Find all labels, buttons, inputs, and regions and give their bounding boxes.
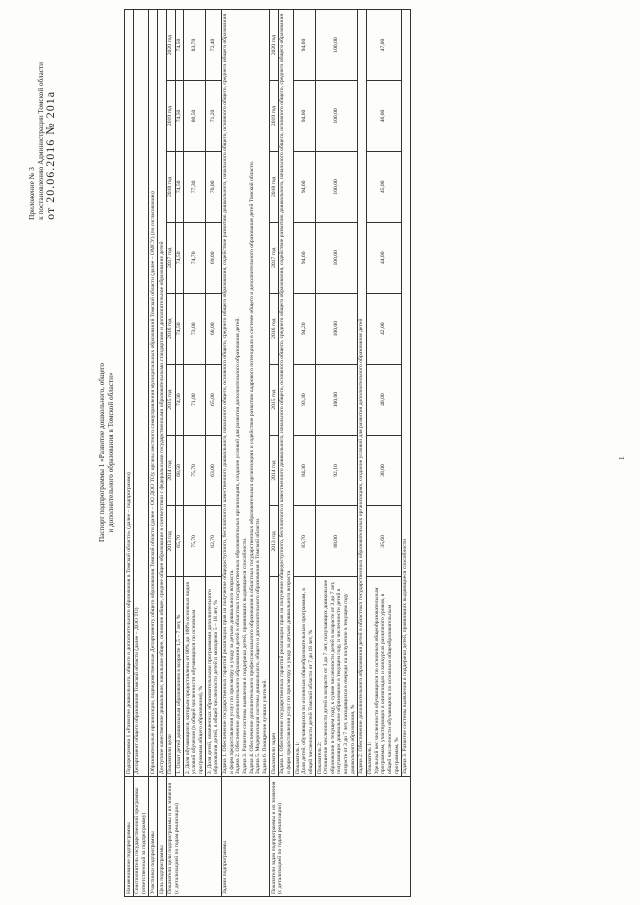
goal-indicator-row: 1. Охват детей дошкольным образованием в возрасте 1,5 – 7 лет, % 65,70 68,50 74,30 74,50 74,50 74,50 74,50 74,50	[175, 10, 184, 897]
task-indicator-row: Показатель 1: Удельный вес численности обучающихся по основным общеобразовательным программам, участвующих в олимпиадах и конкурсах различного уровня, в общей численности обучающихся по основным общеобразовательным программам, % 35,60 38,00 40,00 42,00 44,00 45,00 46,00 47,00	[366, 10, 401, 897]
row-name: Наименование подпрограммы Подпрограмма 1 «Развитие дошкольного, общего и дополнительного образования в Томской области» (далее – подпрограмма)	[125, 10, 134, 897]
task3-title-row: Задача 3. Развитие системы выявления и поддержки детей, проявивших выдающиеся способности	[401, 10, 410, 897]
task-item: Задача 4. Обеспечение дополнительного профессионального образования в областных государственных образовательных организациях и содействие развитию кадрового потенциала в системе общего и дополнительного образования детей Томской области.	[248, 160, 255, 775]
task-indicator-row: Показатель 2: Отношение численности детей в возрасте от 3 до 7 лет, получающих дошкольное образование в текущем году, к сумме численности детей в возрасте от 3 до 7 лет, получающих дошкольное образование в текущем году, и численности детей в возрасте от 3 до 7 лет, находящихся в очереди на получение в текущем году дошкольного образования, % 88,00 92,10 100,00 100,00 100,00 100,00 100,00 100,00	[316, 10, 358, 897]
task-item: Задача 6. Поощрение лучших учителей.	[261, 679, 268, 775]
goal-indicators-header: Показатели цели подпрограммы и их значения (с детализацией по годам реализации) Показатели цели 2013 год 2014 год 2015 год 2016 год 2017 год 2018 год 2019 год 2020 год	[166, 10, 175, 897]
task-item: Задача 2. Обеспечение дополнительного образования детей в областных государственных образовательных организациях, создание условий для развития дополнительного образования детей.	[235, 317, 242, 775]
page-number: 1	[618, 456, 626, 460]
task-item: Задача 3. Развитие системы выявления и поддержки детей, проявивших выдающиеся способности.	[242, 537, 248, 775]
row-tasks: Задачи подпрограммы Задача 1. Обеспечение государственных гарантий реализации прав на получение общедоступного, бесплатного и качественного дошкольного, начального общего, основного общего, среднего общего образования, содействие развитию дошкольного, начального общего, основного общего, среднего общего образования и форм предоставления услуг по присмотру и уходу за детьми дошкольного возраста. Задача 2. Обеспечение дополнительного образования детей в областных государственных образовательных организациях, создание условий для развития дополнительного образования детей. Задача 3. Развитие системы выявления и поддержки детей, проявивших выдающиеся способности. Задача 4. Обеспечение дополнительного профессионального образования в областных государственных образовательных организациях и содействие развитию кадрового потенциала в системе общего и дополнительного образования детей Томской области. Задача 5. Модернизация системы дошкольного, общего и дополнительного образования в Томской области. Задача 6. Поощрение лучших учителей.	[221, 10, 269, 897]
goal-indicator-row: 3. Доля детей, охваченных образовательными программами дополнительного образования детей, в общей численности детей и молодежи 5 – 18 лет, % 62,70 63,00 65,00 68,00 69,00 70,00 71,20 72,40	[206, 10, 221, 897]
appendix-resolution: к постановлению Администрации Томской области	[37, 62, 45, 220]
passport-table	[124, 9, 411, 897]
task-item: Задача 5. Модернизация системы дошкольного, общего и дополнительного образования в Томской области.	[255, 517, 262, 775]
task2-title-row: Задача 2. Обеспечение дополнительного образования детей в областных государственных образовательных организациях, создание условий для развития дополнительного образования детей	[357, 10, 366, 897]
appendix-header	[28, 62, 55, 220]
appendix-number: Приложение № 3	[28, 167, 36, 220]
task-indicators-header: Показатели задач подпрограммы и их значения (с детализацией по годам реализации) Показатели задач 2013 год 2014 год 2015 год 2016 год 2017 год 2018 год 2019 год 2020 год	[269, 10, 278, 897]
task-item: Задача 1. Обеспечение государственных гарантий реализации прав на получение общедоступного, бесплатного и качественного дошкольного, начального общего, основного общего, среднего общего образования, содействие развитию дошкольного, начального общего, основного общего, среднего общего образования и форм предоставления услуг по присмотру и уходу за детьми дошкольного возраста.	[222, 13, 235, 775]
appendix-date: от 20.06.2016 № 201а	[43, 90, 57, 220]
goal-indicator-row: 2. Доля обучающихся, которым предоставлены от 80% до 100% основных видов условий обучения (в общей численности обучающихся по основным программам общего образования), % 75,70 75,70 71,00 73,00 74,70 77,30 80,50 83,70	[184, 10, 206, 897]
row-participants: Участники подпрограммы Образовательные организации, подведомственные Департаменту общего образования Томской области (далее – ОО ДОО ТО); органы местного самоуправления муниципальных образований Томской области (далее – ОМСУ) (по согласованию)	[149, 10, 158, 897]
document-title: Паспорт подпрограммы 1 «Развитие дошкольного, общего и дополнительного образования в Томской области»	[98, 362, 115, 543]
row-coexecutor: Соисполнитель государственной программы (ответственный за подпрограмму) Департамент общего образования Томской области (далее – ДОО ТО)	[133, 10, 148, 897]
task-indicator-row: Показатель 1: Доля детей, обучающихся по основным общеобразовательным программам, в общей численности детей Томской области от 7 до 18 лет, % 83,70 84,30 93,30 94,20 94,60 94,60 94,60 94,60	[294, 10, 316, 897]
row-goal: Цель подпрограммы Доступное качественное дошкольное, начальное общее, основное общее, среднее общее образование в соответствии с федеральными государственными образовательными стандартами и дополнительное образование детей	[157, 10, 166, 897]
task1-title-row: Задача 1. Обеспечение государственных гарантий реализации прав на получение общедоступного, бесплатного и качественного дошкольного, начального общего, основного общего, среднего общего образования, содействие развитию дошкольного, начального общего, основного общего, среднего общего образования и форм предоставления услуг по присмотру и уходу за детьми дошкольного возраста	[278, 10, 293, 897]
